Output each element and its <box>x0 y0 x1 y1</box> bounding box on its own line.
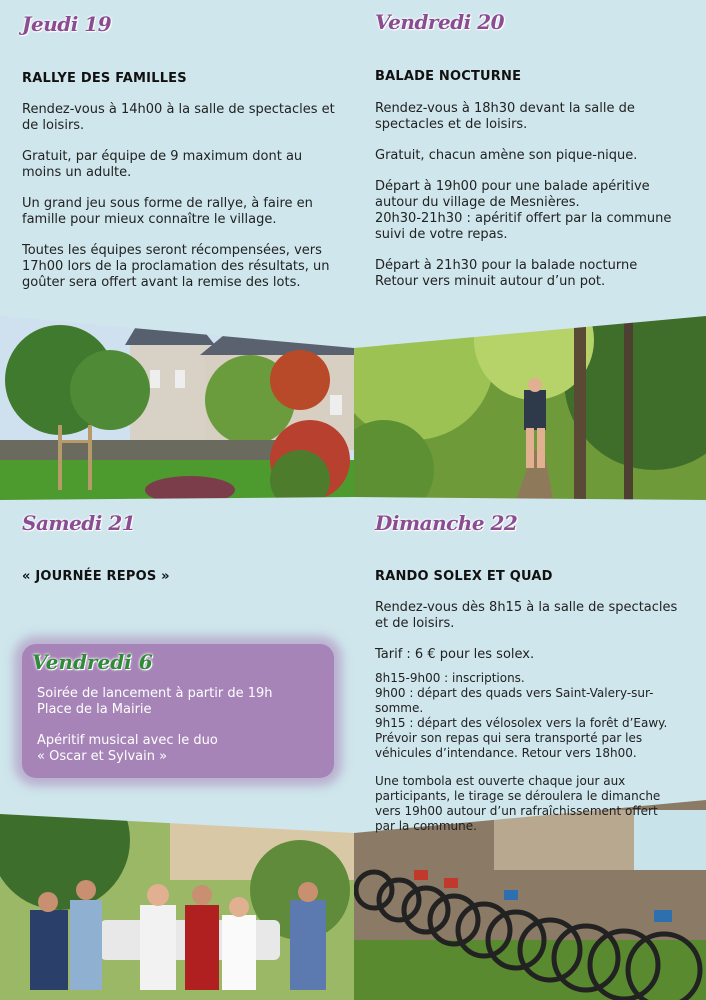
event-title-balade: BALADE NOCTURNE <box>375 69 522 84</box>
paragraph: Gratuit, par équipe de 9 maximum dont au moins un adulte. <box>22 149 303 180</box>
paragraph: 20h30-21h30 : apéritif offert par la commune suivi de votre repas. <box>375 211 672 242</box>
line: « Oscar et Sylvain » <box>37 749 168 764</box>
event-text-balade <box>375 101 685 305</box>
vendredi-6-box <box>22 644 334 778</box>
paragraph: Départ à 21h30 pour la balade nocturne <box>375 258 638 273</box>
day-heading-dimanche: Dimanche 22 <box>375 511 518 535</box>
paragraph: Retour vers minuit autour d’un pot. <box>375 274 606 289</box>
vendredi-6-text <box>37 686 273 765</box>
day-heading-vendredi-6: Vendredi 6 <box>32 650 153 674</box>
schedule-line: 9h00 : départ des quads vers Saint-Valery-sur-somme. <box>375 686 654 715</box>
event-title-rallye: RALLYE DES FAMILLES <box>22 71 187 86</box>
paragraph: Tarif : 6 € pour les solex. <box>375 647 535 662</box>
paragraph: Un grand jeu sous forme de rallye, à faire en famille pour mieux connaître le village. <box>22 196 313 227</box>
paragraph: Départ à 19h00 pour une balade apéritive autour du village de Mesnières. <box>375 179 650 210</box>
paragraph: Rendez-vous à 18h30 devant la salle de spectacles et de loisirs. <box>375 101 635 132</box>
paragraph: Rendez-vous dès 8h15 à la salle de spectacles et de loisirs. <box>375 600 678 631</box>
schedule-line: 8h15-9h00 : inscriptions. <box>375 671 525 685</box>
event-schedule-rando <box>375 671 675 847</box>
event-title-rando: RANDO SOLEX ET QUAD <box>375 569 553 584</box>
paragraph: Rendez-vous à 14h00 à la salle de spectacles et de loisirs. <box>22 102 335 133</box>
paragraph: Gratuit, chacun amène son pique-nique. <box>375 148 638 163</box>
day-heading-jeudi: Jeudi 19 <box>22 12 112 36</box>
line: Soirée de lancement à partir de 19h <box>37 686 273 701</box>
event-title-repos: « JOURNÉE REPOS » <box>22 569 170 584</box>
schedule-line: 9h15 : départ des vélosolex vers la forêt d’Eawy. Prévoir son repas qui sera transporté par les véhicules d’intendance. Retour vers 18h00. <box>375 716 668 760</box>
schedule-line: Une tombola est ouverte chaque jour aux participants, le tirage se déroulera le dimanche vers 19h00 autour d’un rafraîchissement offert par la commune. <box>375 774 661 833</box>
line: Apéritif musical avec le duo <box>37 733 218 748</box>
day-heading-vendredi-20: Vendredi 20 <box>375 10 505 34</box>
line: Place de la Mairie <box>37 702 152 717</box>
paragraph: Toutes les équipes seront récompensées, vers 17h00 lors de la proclamation des résultats, un goûter sera offert avant la remise des lots. <box>22 243 330 290</box>
day-heading-samedi: Samedi 21 <box>22 511 136 535</box>
event-text-rallye <box>22 102 342 306</box>
event-text-rando <box>375 600 685 678</box>
